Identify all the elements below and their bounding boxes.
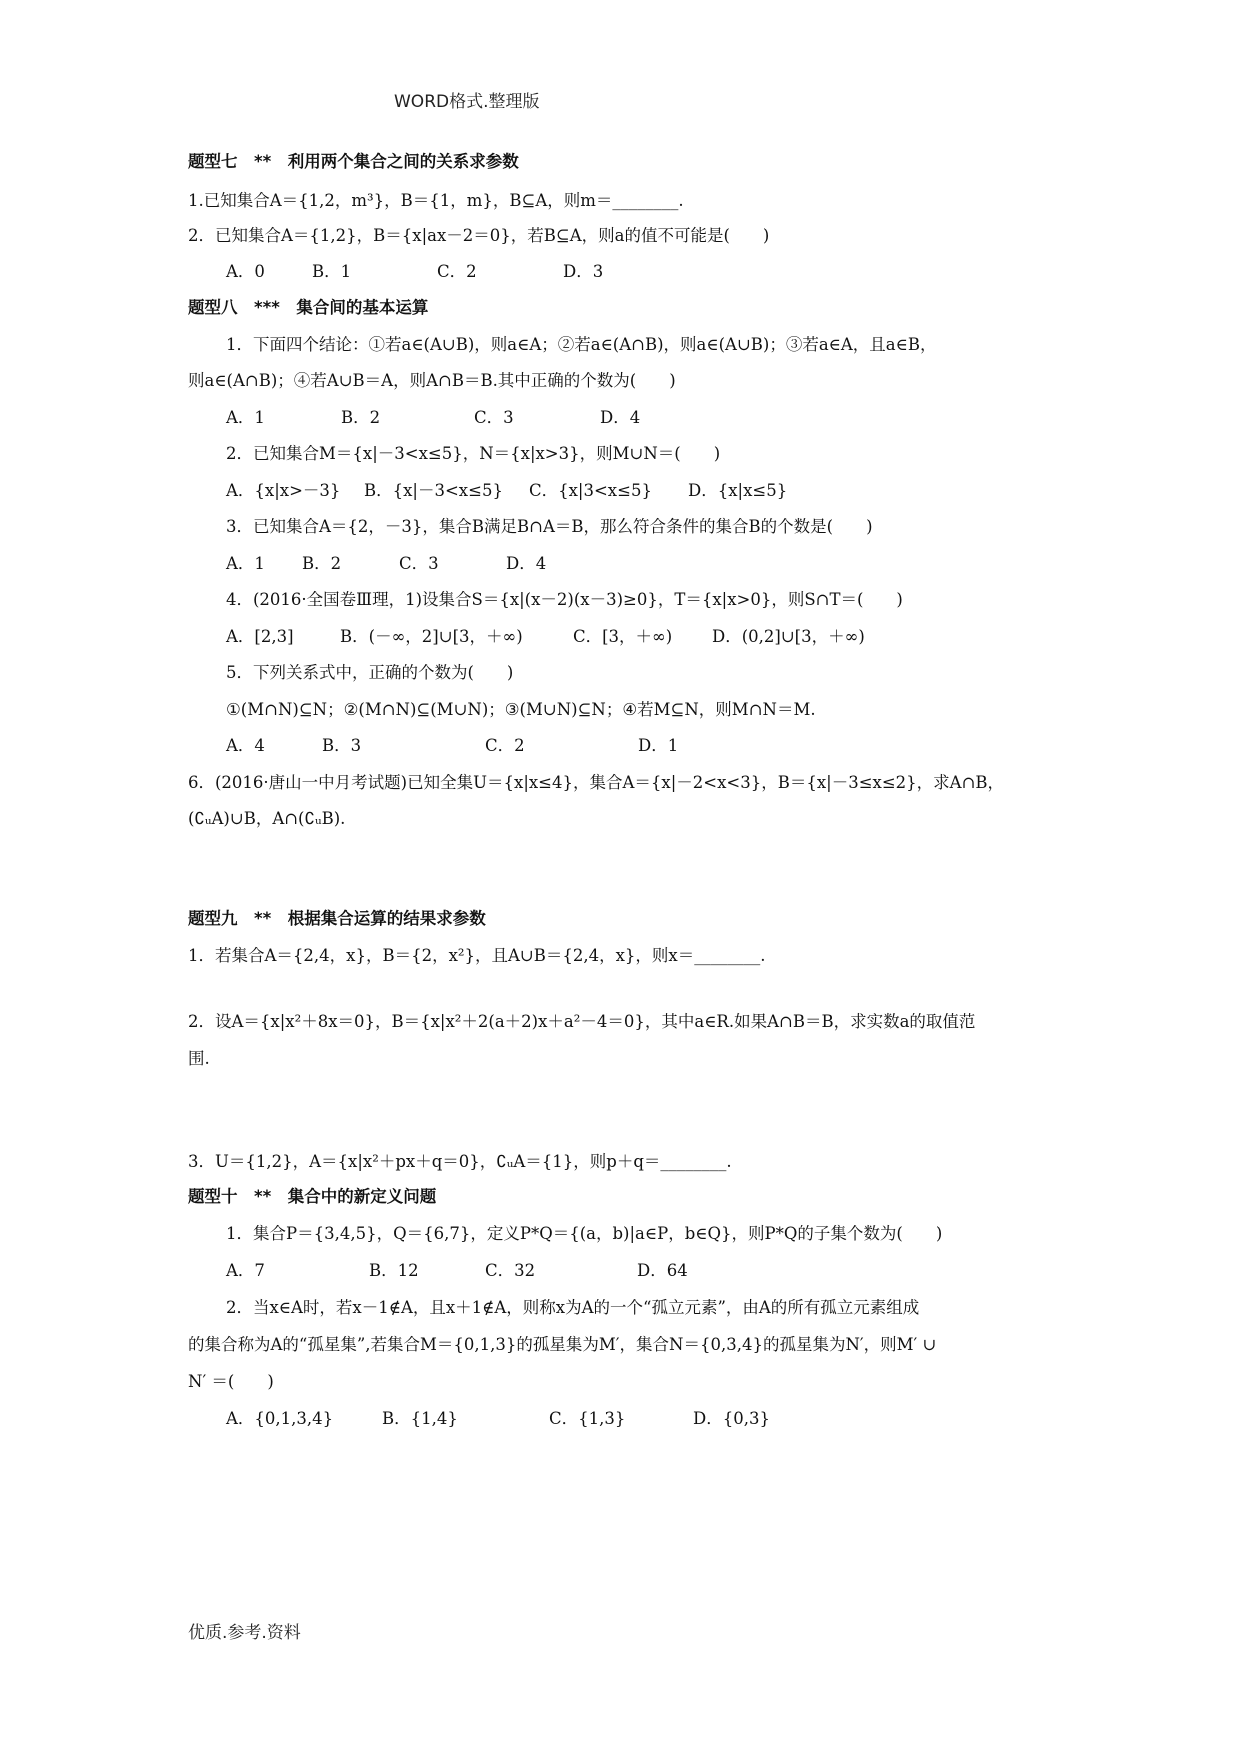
s10-question-2-line-3: N′ ＝( ) xyxy=(188,1372,274,1391)
s7-question-2: 2．已知集合A＝{1,2}，B＝{x|ax－2＝0}，若B⊆A，则a的值不可能是( ) xyxy=(188,226,770,245)
s8-question-1-line-2: 则a∈(A∩B)；④若A∪B＝A，则A∩B＝B.其中正确的个数为( ) xyxy=(188,371,676,390)
s8-q4-option-a: A．[2,3] xyxy=(226,627,294,646)
s8-q4-option-d: D．(0,2]∪[3，＋∞) xyxy=(712,627,865,646)
s9-question-2-line-2: 围. xyxy=(188,1049,210,1068)
s10-q2-option-c: C．{1,3} xyxy=(549,1409,626,1428)
s9-question-1: 1．若集合A＝{2,4，x}，B＝{2，x²}，且A∪B＝{2,4，x}，则x＝________. xyxy=(188,946,766,965)
s8-q5-option-a: A．4 xyxy=(226,736,265,755)
s10-question-2-line-1: 2．当x∈A时，若x－1∉A，且x＋1∉A，则称x为A的一个“孤立元素”，由A的所有孤立元素组成 xyxy=(226,1298,920,1317)
s8-q2-option-c: C．{x|3<x≤5} xyxy=(529,481,652,500)
s7-question-1: 1.已知集合A＝{1,2，m³}，B＝{1，m}，B⊆A，则m＝________. xyxy=(188,191,684,210)
s8-q3-option-a: A．1 xyxy=(226,554,265,573)
section-8-title: 题型八 *** 集合间的基本运算 xyxy=(188,298,429,317)
s10-q2-option-b: B．{1,4} xyxy=(382,1409,458,1428)
section-9-title: 题型九 ** 根据集合运算的结果求参数 xyxy=(188,909,486,928)
s8-q4-option-b: B．(－∞，2]∪[3，＋∞) xyxy=(340,627,523,646)
s8-q3-option-b: B．2 xyxy=(302,554,342,573)
s10-question-2-line-2: 的集合称为A的“孤星集”,若集合M＝{0,1,3}的孤星集为M′，集合N＝{0,3,4}的孤星集为N′，则M′ ∪ xyxy=(188,1335,937,1354)
s8-q3-option-c: C．3 xyxy=(399,554,439,573)
s8-q5-option-c: C．2 xyxy=(485,736,525,755)
s7-q2-option-b: B．1 xyxy=(312,262,352,281)
s8-q5-option-d: D．1 xyxy=(638,736,679,755)
s8-question-5: 5．下列关系式中，正确的个数为( ) xyxy=(226,663,514,682)
s8-q2-option-d: D．{x|x≤5} xyxy=(688,481,788,500)
s10-q1-option-b: B．12 xyxy=(369,1261,419,1280)
s8-question-6-line-1: 6．(2016·唐山一中月考试题)已知全集U＝{x|x≤4}，集合A＝{x|－2<x<3}，B＝{x|－3≤x≤2}，求A∩B， xyxy=(188,773,1005,792)
s8-q1-option-a: A．1 xyxy=(226,408,265,427)
s8-q1-option-c: C．3 xyxy=(474,408,514,427)
s7-q2-option-a: A．0 xyxy=(226,262,265,281)
s8-q2-option-a: A．{x|x>－3} xyxy=(226,481,341,500)
s8-question-2: 2．已知集合M＝{x|－3<x≤5}，N＝{x|x>3}，则M∪N＝( ) xyxy=(226,444,721,463)
s8-q4-option-c: C．[3，＋∞) xyxy=(573,627,673,646)
s10-q1-option-c: C．32 xyxy=(485,1261,536,1280)
page-footer: 优质.参考.资料 xyxy=(188,1623,301,1643)
s8-q5-option-b: B．3 xyxy=(322,736,362,755)
s7-q2-option-c: C．2 xyxy=(437,262,477,281)
s10-q2-option-d: D．{0,3} xyxy=(693,1409,770,1428)
section-7-title: 题型七 ** 利用两个集合之间的关系求参数 xyxy=(188,152,519,171)
s8-q1-option-b: B．2 xyxy=(341,408,381,427)
s8-q2-option-b: B．{x|－3<x≤5} xyxy=(364,481,503,500)
s8-q1-option-d: D．4 xyxy=(600,408,641,427)
s8-question-6-line-2: (∁ᵤA)∪B，A∩(∁ᵤB). xyxy=(188,809,346,828)
s8-question-4: 4．(2016·全国卷Ⅲ理，1)设集合S＝{x|(x－2)(x－3)≥0}，T＝{x|x>0}，则S∩T＝( ) xyxy=(226,590,903,609)
s8-q3-option-d: D．4 xyxy=(506,554,547,573)
s8-question-1-line-1: 1．下面四个结论：①若a∈(A∪B)，则a∈A；②若a∈(A∩B)，则a∈(A∪B)；③若a∈A，且a∈B， xyxy=(226,335,937,354)
s9-question-3: 3．U＝{1,2}，A＝{x|x²＋px＋q＝0}，∁ᵤA＝{1}，则p＋q＝________. xyxy=(188,1152,732,1171)
page-header: WORD格式.整理版 xyxy=(394,92,540,112)
s8-question-3: 3．已知集合A＝{2，－3}，集合B满足B∩A＝B，那么符合条件的集合B的个数是( ) xyxy=(226,517,873,536)
s7-q2-option-d: D．3 xyxy=(563,262,604,281)
s10-q1-option-a: A．7 xyxy=(226,1261,265,1280)
s10-question-1: 1．集合P＝{3,4,5}，Q＝{6,7}，定义P*Q＝{(a，b)|a∈P，b∈Q}，则P*Q的子集个数为( ) xyxy=(226,1224,943,1243)
s10-q2-option-a: A．{0,1,3,4} xyxy=(226,1409,334,1428)
s10-q1-option-d: D．64 xyxy=(637,1261,688,1280)
s8-q5-statements: ①(M∩N)⊆N；②(M∩N)⊆(M∪N)；③(M∪N)⊆N；④若M⊆N，则M∩N＝M. xyxy=(226,700,816,719)
s9-question-2-line-1: 2．设A＝{x|x²＋8x＝0}，B＝{x|x²＋2(a＋2)x＋a²－4＝0}，其中a∈R.如果A∩B＝B，求实数a的取值范 xyxy=(188,1012,976,1031)
section-10-title: 题型十 ** 集合中的新定义问题 xyxy=(188,1187,437,1206)
